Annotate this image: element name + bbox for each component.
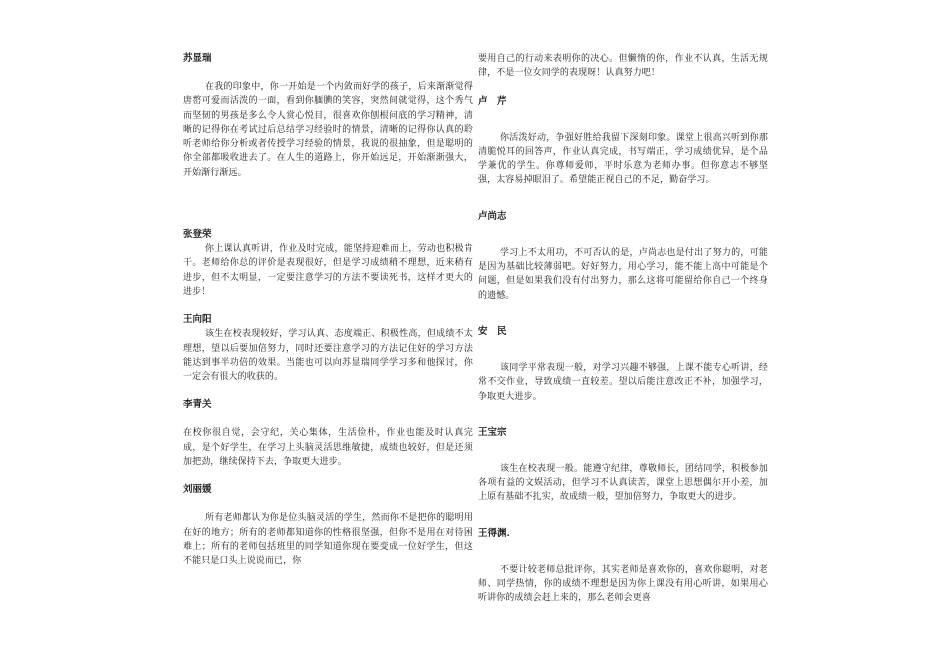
student-name: 安 民 — [478, 325, 507, 337]
student-name: 卢尚志 — [478, 210, 507, 222]
student-name: 王宝宗 — [478, 426, 507, 438]
student-comment: 在校你很自觉，会守纪，关心集体，生活俭朴，作业也能及时认真完成，是个好学生，在学习上头脑灵活思维敏捷，成绩也较好，但是还须加把劲，继续保持下去，争取更大进步。 — [183, 428, 473, 468]
student-name: 苏显瑞 — [183, 53, 212, 64]
left-column — [183, 52, 473, 569]
student-comment: 所有老师都认为你是位头脑灵活的学生，然而你不是把你的聪明用在好的地方；所有的老师都知道你的性格很坚强，但你不是用在对待困难上；所有的老师包括班里的同学知道你现在要变成一位好学生，但这不能只是口头上说说而已，你 — [183, 513, 473, 567]
student-name: 王向阳 — [183, 314, 212, 326]
student-name: 张登荣 — [183, 229, 212, 241]
student-comment: 你活泼好动，争强好胜给我留下深刻印象。课堂上很高兴听到你那清脆悦耳的回答声，作业认真完成，书写端正，学习成绩优异，是个品学兼优的学生。你尊师爱师，平时乐意为老师办事。但你意志不够坚强，太容易掉眼泪了。希望能正视自己的不足，勤奋学习。 — [478, 132, 768, 186]
student-name: 李青关 — [183, 399, 212, 411]
student-name: 刘丽媛 — [183, 484, 212, 496]
student-comment: 该生在校表现较好，学习认真、态度端正、积极性高，但成绩不太理想，望以后要加倍努力，同时还要注意学习的方法记住好的学习方法能达到事半功倍的效果。当能也可以向苏显瑞同学学习多和他探讨，你一定会有很大的收获的。 — [183, 329, 473, 383]
student-comment-continued: 要用自己的行动来表明你的决心。但懒惰的你，作业不认真，生活无规律，不是一位女同学的表现呀！认真努力吧！ — [478, 54, 768, 79]
student-name: 卢 芹 — [478, 95, 507, 107]
student-comment: 你上课认真听讲，作业及时完成，能坚持迎难而上，劳动也积极肯干。老师给你总的评价是表现很好，但是学习成绩稍不理想，近来稍有进步，但不太明显，一定要注意学习的方法不要读死书，这样才更大的进步！ — [183, 244, 473, 297]
student-comment: 不要计较老师总批评你，其实老师是喜欢你的，喜欢你聪明，对老师、同学热情，你的成绩不理想是因为你上课没有用心听讲，如果用心听讲你的成绩会赶上来的，那么老师会更喜 — [478, 564, 768, 604]
student-comment: 在我的印象中，你一开始是一个内敛而好学的孩子，后来渐渐觉得唐嶅可爱而活泼的一面，看到你腼腆的笑容，突然间就觉得，这个秀气而坚韧的男孩是多么令人赏心悦目，很喜欢你刨根问底的学习精神，清晰的记得你在考试过后总结学习经验时的情景，清晰的记得你认真的聆听老师给你分析或者传授学习经验的情景，我说的很抽象，但是聪明的你全部都吸收进去了。在人生的道路上，你开始远足，开始渐渐强大，开始渐行渐远。 — [183, 82, 473, 178]
student-name: 王得渊. — [478, 527, 510, 539]
student-comment: 该生在校表现一般。能遵守纪律，尊敬师长，团结同学，积极参加各项有益的文娱活动，但学习不认真读苦，课堂上思想偶尔开小差，加上原有基础不扎实，故成绩一般，望加倍努力，争取更大的进步。 — [478, 463, 768, 503]
student-comment: 学习上不太用功，不可否认的是，卢尚志也是付出了努力的，可能是因为基础比较薄弱吧。好好努力，用心学习，能不能上高中可能是个问题，但是如果我们没有付出努力，那么这将可能留给你自己一个终身的遗憾。 — [478, 247, 768, 301]
right-column — [478, 52, 768, 606]
student-comment: 该同学平常表现一般，对学习兴趣不够强，上课不能专心听讲，经常不交作业，导致成绩一直较差。望以后能注意改正不补，加强学习，争取更大进步。 — [478, 362, 768, 402]
